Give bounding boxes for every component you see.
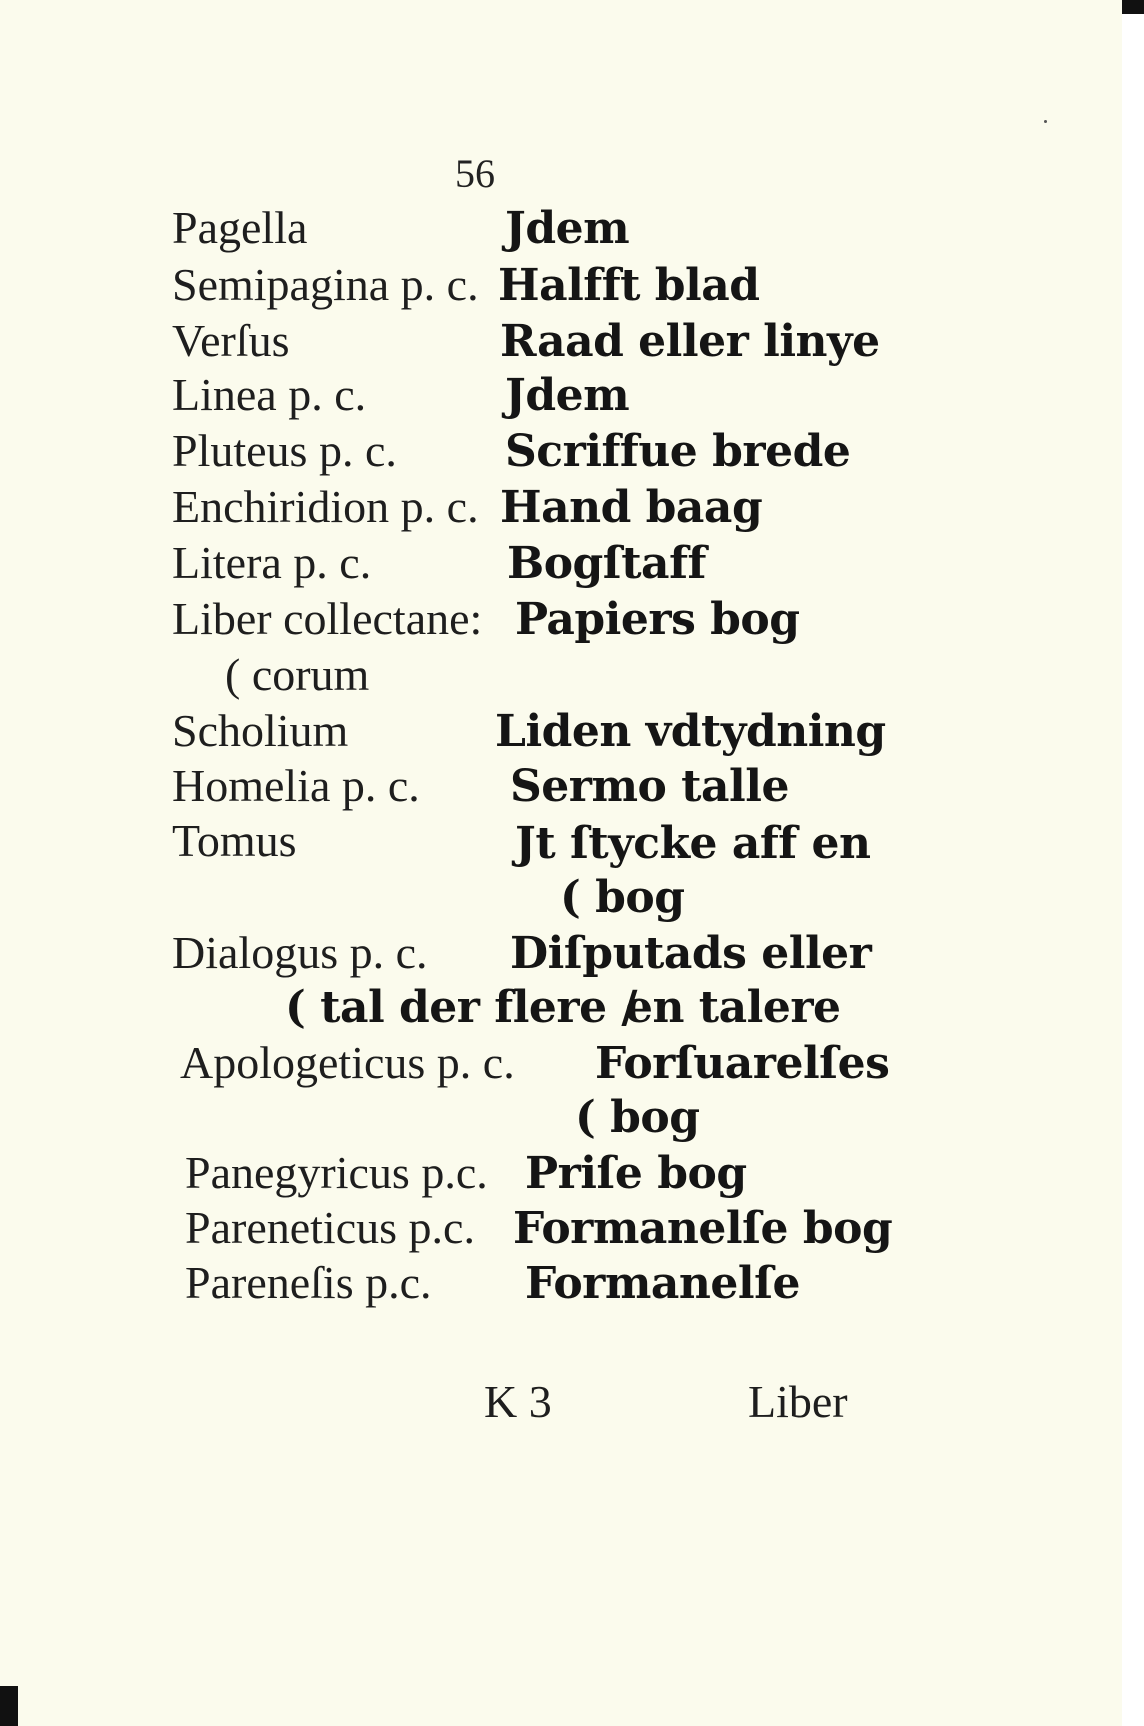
ink-speck: [1044, 120, 1047, 123]
signature-mark: K 3: [484, 1376, 552, 1427]
danish-continuation: en talere: [625, 982, 841, 1033]
latin-term: Enchiridion p. c.: [172, 481, 479, 532]
danish-term: Jdem: [505, 370, 630, 421]
latin-term: Pareneticus p.c.: [185, 1202, 475, 1253]
danish-term: Priſe bog: [525, 1148, 747, 1199]
danish-term: Jt ſtycke aff en: [515, 818, 871, 869]
latin-term: Homelia p. c.: [172, 760, 420, 811]
latin-term: Litera p. c.: [172, 537, 372, 588]
danish-term: Hand baag: [500, 482, 763, 533]
latin-term: Linea p. c.: [172, 369, 367, 420]
danish-term: Bogſtaff: [507, 538, 706, 589]
latin-term: Dialogus p. c.: [172, 927, 428, 978]
latin-term: Pagella: [172, 202, 308, 253]
danish-term: Jdem: [505, 203, 630, 254]
latin-term: Liber collectane:: [172, 593, 483, 644]
latin-term: Pluteus p. c.: [172, 425, 397, 476]
danish-term: Sermo talle: [510, 761, 789, 812]
danish-continuation: ( tal der flere /: [285, 982, 637, 1033]
danish-term: Formanelſe bog: [513, 1203, 893, 1254]
scan-margin: [1122, 0, 1144, 1726]
danish-term: Halfft blad: [498, 260, 760, 311]
danish-term: Forſuarelſes: [595, 1038, 890, 1089]
scan-edge-mark: [1122, 0, 1144, 14]
latin-continuation: ( corum: [225, 649, 370, 700]
latin-term: Semipagina p. c.: [172, 259, 479, 310]
danish-term: Diſputads eller: [510, 928, 872, 979]
latin-term: Apologeticus p. c.: [180, 1037, 515, 1088]
page-number: 56: [455, 151, 495, 196]
danish-term: Liden vdtydning: [495, 706, 886, 757]
latin-term: Tomus: [172, 815, 297, 866]
latin-term: Verſus: [172, 315, 290, 366]
danish-continuation: ( bog: [560, 872, 685, 923]
danish-term: Scriffue brede: [505, 426, 851, 477]
scan-edge-mark: [0, 1686, 18, 1726]
danish-term: Formanelſe: [525, 1258, 801, 1309]
danish-continuation: ( bog: [575, 1092, 700, 1143]
danish-term: Papiers bog: [515, 594, 800, 645]
latin-term: Panegyricus p.c.: [185, 1147, 488, 1198]
latin-term: Pareneſis p.c.: [185, 1257, 432, 1308]
latin-term: Scholium: [172, 705, 349, 756]
danish-term: Raad eller linye: [500, 316, 880, 367]
catchword: Liber: [748, 1376, 848, 1427]
